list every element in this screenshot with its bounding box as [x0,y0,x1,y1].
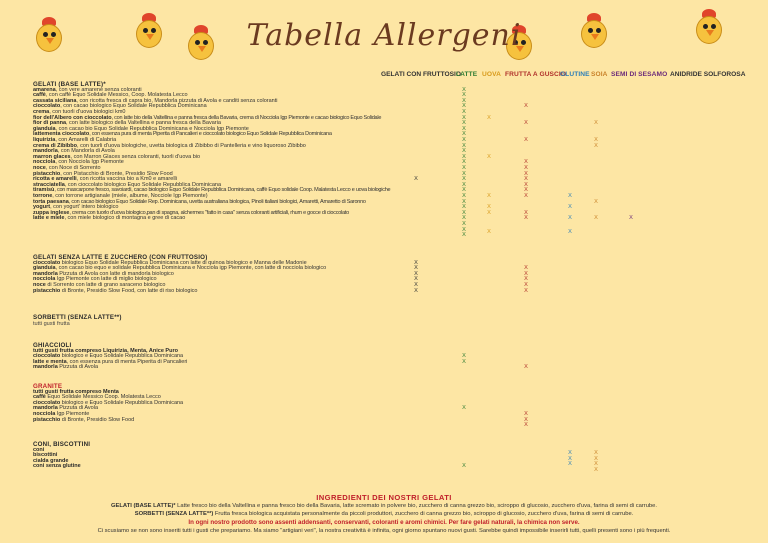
allergen-mark-latte: X [462,353,466,360]
row-34: tutti gusti frutta compreso Menta [33,388,119,395]
allergen-mark-soia: X [594,461,598,468]
allergen-mark-latte: X [462,159,466,166]
row-42: cialda grande [33,457,69,464]
footer-title: INGREDIENTI DEI NOSTRI GELATI [316,493,452,502]
allergen-mark-glutine: X [568,192,572,199]
column-header-solforosa: ANIDRIDE SOLFOROSA [670,71,746,78]
row-41: biscottini [33,452,58,459]
footer-line-note: Ci scusiamo se non sono inseriti tutti i gusti che prepariamo. Ma siamo "artigiani veri", la nostra creatività è infinita, ogni giorno spuntano nuovi gusti. Sarebbe quindi impossibile inserirli tutti, quelli presenti sono i più frequenti. [97,528,671,534]
allergen-mark-soia: X [594,142,598,149]
allergen-mark-fruttosio: X [414,259,418,266]
allergen-mark-guscio: X [524,215,528,222]
page-title: Tabella Allergeni [246,18,522,53]
column-header-uova: UOVA [482,71,501,78]
row-13: nocciola, con Nocciola Igp Piemonte [33,159,124,166]
allergen-mark-guscio: X [524,270,528,277]
allergen-mark-uova: X [487,209,491,216]
row-11: mandorla, con Mandorla di Avola [33,148,115,155]
row-6: fior di panna, con latte biologico della Valtellina e panna fresca della Bavaria [33,120,221,127]
section-title-ghiaccioli: GHIACCIOLI [33,342,72,349]
allergen-mark-soia: X [594,450,598,456]
row-40: coni [33,446,45,453]
allergen-mark-soia: X [594,136,598,143]
column-header-sesamo: SEMI DI SESAMO [611,71,668,78]
allergen-mark-glutine: X [568,204,572,211]
section-title-coni: CONI, BISCOTTINI [33,441,91,448]
row-3: cioccolato, con cacao biologico Equo Solidale Repubblica Dominicana [33,103,207,110]
allergen-mark-latte: X [462,176,466,183]
allergen-mark-latte: X [462,358,466,365]
section-title-sorbetti: SORBETTI (SENZA LATTE**) [33,314,122,321]
allergen-mark-uova: X [487,204,491,211]
allergen-mark-guscio: X [524,281,528,288]
column-header-fruttosio: GELATI CON FRUTTOSIO [381,71,461,78]
allergen-mark-guscio: X [524,164,528,171]
row-24: cioccolato biologico Equo Solidale Repubblica Dominicana con latte di quinoa biologico e Manna delle Madonie [33,259,307,266]
allergen-mark-latte: X [462,103,466,110]
allergen-mark-guscio: X [524,411,528,417]
allergen-mark-glutine: X [568,450,572,456]
row-33: mandorla Pizzuta di Avola [33,364,99,371]
allergen-mark-soia: X [594,466,598,473]
row-35: caffè Equo Solidale Messico Coop. Molatesta Lecco [33,394,161,401]
row-22: zuppa inglese, crema con tuorlo d'uova biologico,pan di spagna, alchermes "fatto in casa" senza coloranti artificiali, rhum e gocce di cioccolato [33,209,349,216]
allergen-mark-guscio: X [524,136,528,143]
allergen-mark-fruttosio: X [414,265,418,272]
column-header-guscio: FRUTTA A GUSCIO [505,71,567,78]
allergen-mark-guscio: X [524,265,528,272]
section-title-senza: GELATI SENZA LATTE E ZUCCHERO (CON FRUTTOSIO) [33,254,208,261]
row-12: marron glaces, con Marron Glaces senza coloranti, tuorli d'uova bio [33,153,201,160]
allergen-mark-guscio: X [524,170,528,177]
column-header-glutine: GLUTINE [560,71,590,78]
row-9: liquirizia, con Amarelli di Calabria [33,136,117,143]
row-7: gianduia, con cacao bio Equo Solidale Repubblica Dominicana e Nocciola Igp Piemonte [33,125,249,132]
row-32: latte e menta, con essenza pura di menta Piperita di Pancalieri [33,358,188,365]
allergen-mark-latte: X [462,120,466,127]
allergen-mark-guscio: X [524,287,528,294]
row-36: cioccolato biologico e Equo Solidale Repubblica Dominicana [33,399,184,406]
allergen-mark-guscio: X [524,159,528,166]
row-18: tiramisù, con mascarpone fresco, savoiardi, cacao biologico Equo Solidale Repubblica Dominicana, caffè Equo solidale Coop. Malatesta Lecco e uova biologiche [33,187,391,194]
row-10: crema di Zibibbo, con tuorli d'uova biologiche, uvetta biologica di Zibibbo di Pantelleria e vino liquoroso Zibibbo [33,142,306,149]
allergen-mark-latte: X [462,198,466,205]
row-37: mandorla Pizzuta di Avola [33,405,99,412]
allergen-mark-soia: X [594,455,598,462]
allergen-mark-latte: X [462,136,466,143]
allergen-mark-latte: X [462,181,466,188]
allergen-mark-glutine: X [568,461,572,468]
allergen-mark-latte: X [462,108,466,115]
allergen-mark-latte: X [462,164,466,171]
row-29: pistacchio di Bronte, Presidio Slow Food, con latte di riso biologico [33,287,198,294]
row-43: coni senza glutine [33,463,81,470]
column-header-latte: LATTE [456,71,478,78]
allergen-mark-guscio: X [524,276,528,283]
allergen-mark-soia: X [594,215,598,222]
allergen-mark-glutine: X [568,215,572,222]
allergen-mark-guscio: X [524,187,528,194]
allergen-mark-latte: X [462,125,466,132]
allergen-mark-uova: X [487,153,491,160]
allergen-mark-guscio: X [524,364,528,371]
row-2: cassata siciliana, con ricotta fresca di capra bio, Mandorla pizzuta di Avola e canditi senza coloranti [33,97,278,104]
footer-line-natural: In ogni nostro prodotto sono assenti addensanti, conservanti, coloranti e aromi chimici. Per fare gelati naturali, la chimica non serve. [188,519,580,526]
allergen-mark-guscio: X [524,120,528,127]
allergen-mark-latte: X [462,232,466,239]
row-23: latte e miele, con miele biologico di montagna e gree di cacao [33,215,186,222]
allergen-mark-guscio: X [524,416,528,423]
allergen-mark-fruttosio: X [414,270,418,277]
allergen-mark-guscio: X [524,192,528,199]
section-title-granite: GRANITE [33,383,63,390]
row-20: torta paesana, con cacao biologico Equo Solidale Rep. Dominicana, uvetta australiana biologica, Pinoli italiani biologici, Amaretti, Amaretto di Saronno [33,198,366,205]
row-0: amarena, con vere amarene senza coloranti [33,86,142,93]
allergen-mark-fruttosio: X [414,176,418,183]
allergen-mark-latte: X [462,114,466,121]
row-27: nocciola Igp Piemonte con latte di miglio biologico [33,276,157,283]
row-8: lattementa cioccolato, con essenza pura di menta Piperita di Pancalieri e cioccolato biologico Equo Solidale Repubblica Dominicana [33,131,332,138]
allergen-mark-latte: X [462,153,466,160]
allergen-mark-latte: X [462,142,466,149]
allergen-mark-fruttosio: X [414,287,418,294]
row-39: pistacchio di Bronte, Presidio Slow Food [33,416,135,423]
row-38: nocciola Igp Piemonte [33,410,90,417]
allergen-mark-uova: X [487,192,491,199]
row-17: stracciatella, con cioccolato biologico Equo Solidale Repubblica Dominicana [33,181,222,188]
allergen-mark-latte: X [462,97,466,104]
row-19: torrone, con torrone artigianale (miele, albume, Nocciole Igp Piemonte) [33,192,208,199]
allergen-mark-glutine: X [568,229,572,235]
allergen-mark-soia: X [594,198,598,205]
allergen-mark-guscio: X [524,422,528,429]
allergen-mark-latte: X [462,170,466,177]
row-30: tutti gusti frutta compreso Liquirizia, Menta, Anice Puro [33,347,178,354]
allergen-mark-uova: X [487,229,491,235]
allergen-mark-guscio: X [524,181,528,188]
allergen-mark-latte: X [462,131,466,138]
row-16: ricotta e amarelli, con ricotta vaccina bio a Km0 e amarelli [33,176,177,183]
allergen-mark-latte: X [462,405,466,412]
allergen-mark-guscio: X [524,209,528,216]
allergen-mark-sesamo: X [629,215,633,222]
footer-line-sorbetti: SORBETTI (SENZA LATTE**) Frutta fresca biologica acquistata personalmente da piccoli produttori, zucchero di canna grezzo bio, sciroppo di glucosio, zucchero d'uva, farina di semi di carrube. [134,511,634,517]
footer-line-base: GELATI (BASE LATTE)* Latte fresco bio della Valtellina e panna fresco bio della Bavaria, latte scremato in polvere bio, zucchero di canna grezzo bio, sciroppo di glucosio, zucchero d'uva, farina di semi di carrube. [111,503,657,509]
row-15: pistacchio, con Pistacchio di Bronte, Presidio Slow Food [33,170,173,177]
row-1: caffè, con caffè Equo Solidale Messico, Coop. Molatesta Lecco [33,92,188,99]
allergen-mark-latte: X [462,86,466,93]
allergen-mark-latte: X [462,463,466,470]
allergen-mark-latte: X [462,209,466,216]
row-4: crema, con tuorli d'uova biologici km0 [33,108,126,115]
allergen-mark-latte: X [462,204,466,211]
row-5: fior dell'Albero con cioccolato, con latte bio della Valtellina e panna fresca della Bavaria, crema di Nocciola Igp Piemonte e cacao biologico Equo Solidale [33,114,382,121]
allergen-mark-guscio: X [524,176,528,183]
allergen-mark-latte: X [462,92,466,99]
row-21: yogurt, con yogurt' intero biologico [33,204,119,211]
allergen-mark-latte: X [462,187,466,194]
allergen-mark-fruttosio: X [414,276,418,283]
section-title-base: GELATI (BASE LATTE)* [33,81,106,88]
row-25: gianduia, con cacao bio equo e solidale Repubblica Dominicana e Nocciola igp Piemonte, con latte di nocciola biologico [33,265,327,272]
row-26: mandorla Pizzuta di Avola con latte di mandorla biologico [33,270,174,277]
allergen-mark-uova: X [487,114,491,121]
allergen-mark-soia: X [594,120,598,127]
allergen-mark-latte: X [462,215,466,222]
allergen-mark-guscio: X [524,103,528,110]
column-header-soia: SOIA [591,71,608,78]
allergen-mark-latte: X [462,220,466,227]
row-14: noce, con Noce di Sorrento [33,164,101,171]
allergen-mark-glutine: X [568,455,572,462]
row-31: cioccolato biologico e Equo Solidale Repubblica Dominicana [33,353,184,360]
row-28: noce di Sorrento con latte di grano saraceno biologico [33,281,166,288]
allergen-mark-latte: X [462,226,466,233]
allergen-mark-latte: X [462,148,466,155]
allergen-mark-fruttosio: X [414,281,418,288]
allergen-mark-latte: X [462,192,466,199]
section-sub-sorbetti: tutti gusti frutta [33,321,70,327]
